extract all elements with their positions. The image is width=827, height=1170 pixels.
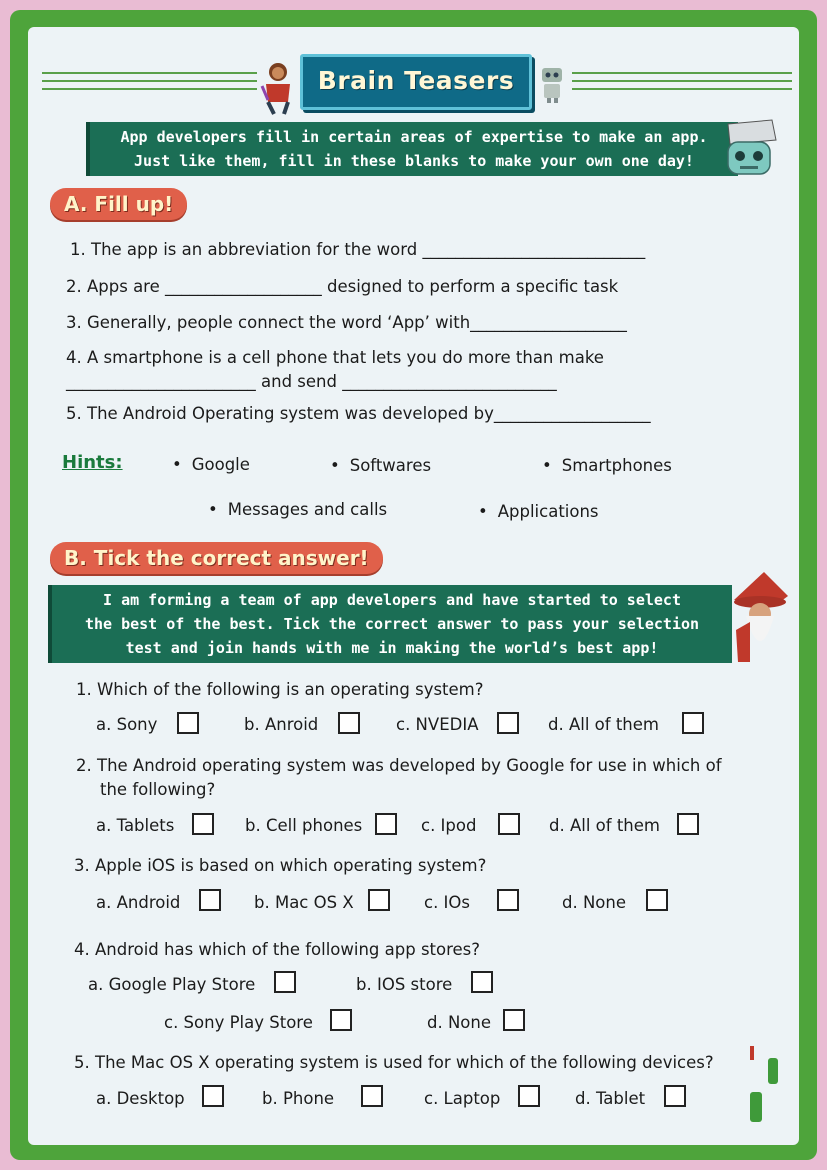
fill-question-5: 5. The Android Operating system was developed by___________________ bbox=[66, 404, 651, 423]
fill-question-4-continued: _______________________ and send __________________________ bbox=[66, 372, 557, 391]
answer-checkbox[interactable] bbox=[274, 971, 296, 993]
robot-head-icon bbox=[720, 118, 780, 180]
wizard-character-icon bbox=[728, 570, 792, 668]
section-b-intro-line-3: test and join hands with me in making the world’s best app! bbox=[125, 639, 659, 657]
green-pillar-decoration-icon bbox=[748, 1044, 784, 1124]
answer-checkbox[interactable] bbox=[192, 813, 214, 835]
section-b-intro-line-2: the best of the best. Tick the correct answer to pass your selection bbox=[84, 615, 700, 633]
intro-banner bbox=[86, 122, 738, 176]
mcq-option-label: d. All of them bbox=[549, 816, 660, 835]
answer-checkbox[interactable] bbox=[677, 813, 699, 835]
hint-item: • Softwares bbox=[330, 456, 431, 475]
mcq-option-label: d. Tablet bbox=[575, 1089, 646, 1108]
mcq-option-label: c. Ipod bbox=[421, 816, 477, 835]
mcq-option-label: c. NVEDIA bbox=[396, 715, 479, 734]
robot-character-icon bbox=[536, 64, 568, 104]
answer-checkbox[interactable] bbox=[330, 1009, 352, 1031]
answer-checkbox[interactable] bbox=[375, 813, 397, 835]
mcq-option-label: c. Sony Play Store bbox=[164, 1013, 313, 1032]
mcq-option-label: d. All of them bbox=[548, 715, 659, 734]
fill-question-3: 3. Generally, people connect the word ‘App’ with___________________ bbox=[66, 313, 627, 332]
mcq-option-label: a. Tablets bbox=[96, 816, 175, 835]
answer-checkbox[interactable] bbox=[202, 1085, 224, 1107]
answer-checkbox[interactable] bbox=[361, 1085, 383, 1107]
mcq-question-2: 2. The Android operating system was developed by Google for use in which of bbox=[76, 756, 722, 775]
header-stripes-left bbox=[42, 72, 257, 90]
answer-checkbox[interactable] bbox=[497, 712, 519, 734]
intro-line-2: Just like them, fill in these blanks to make your own one day! bbox=[134, 152, 694, 170]
fill-question-4: 4. A smartphone is a cell phone that lets you do more than make bbox=[66, 348, 604, 367]
intro-line-1: App developers fill in certain areas of expertise to make an app. bbox=[120, 128, 708, 146]
mcq-question-2-continued: the following? bbox=[100, 780, 216, 799]
mcq-option-label: a. Android bbox=[96, 893, 181, 912]
mcq-option-label: c. IOs bbox=[424, 893, 471, 912]
hint-item: • Smartphones bbox=[542, 456, 672, 475]
section-a-heading: A. Fill up! bbox=[50, 188, 187, 220]
answer-checkbox[interactable] bbox=[338, 712, 360, 734]
hint-item: • Applications bbox=[478, 502, 599, 521]
mcq-option-label: b. Mac OS X bbox=[254, 893, 354, 912]
section-b-intro-banner bbox=[48, 585, 732, 663]
mcq-option-label: b. Cell phones bbox=[245, 816, 363, 835]
superhero-girl-icon bbox=[258, 58, 298, 116]
mcq-option-label: b. Phone bbox=[262, 1089, 335, 1108]
section-b-intro-line-1: I am forming a team of app developers and have started to select bbox=[103, 591, 681, 609]
mcq-option-label: a. Desktop bbox=[96, 1089, 185, 1108]
hint-item: • Google bbox=[172, 455, 250, 474]
answer-checkbox[interactable] bbox=[682, 712, 704, 734]
mcq-question-5: 5. The Mac OS X operating system is used for which of the following devices? bbox=[74, 1053, 714, 1072]
answer-checkbox[interactable] bbox=[368, 889, 390, 911]
answer-checkbox[interactable] bbox=[503, 1009, 525, 1031]
answer-checkbox[interactable] bbox=[498, 813, 520, 835]
answer-checkbox[interactable] bbox=[199, 889, 221, 911]
page-title: Brain Teasers bbox=[317, 66, 515, 95]
mcq-option-label: a. Sony bbox=[96, 715, 158, 734]
mcq-question-3: 3. Apple iOS is based on which operating system? bbox=[74, 856, 487, 875]
mcq-option-label: c. Laptop bbox=[424, 1089, 501, 1108]
answer-checkbox[interactable] bbox=[471, 971, 493, 993]
mcq-option-label: d. None bbox=[427, 1013, 492, 1032]
answer-checkbox[interactable] bbox=[646, 889, 668, 911]
page-title-box bbox=[300, 54, 532, 110]
header-stripes-right bbox=[572, 72, 792, 90]
mcq-question-1: 1. Which of the following is an operating system? bbox=[76, 680, 484, 699]
answer-checkbox[interactable] bbox=[518, 1085, 540, 1107]
answer-checkbox[interactable] bbox=[177, 712, 199, 734]
mcq-question-4: 4. Android has which of the following app stores? bbox=[74, 940, 481, 959]
hints-label: Hints: bbox=[62, 452, 123, 473]
fill-question-2: 2. Apps are ___________________ designed to perform a specific task bbox=[66, 277, 619, 296]
section-b-heading: B. Tick the correct answer! bbox=[50, 542, 383, 574]
mcq-option-label: b. Anroid bbox=[244, 715, 319, 734]
answer-checkbox[interactable] bbox=[664, 1085, 686, 1107]
hint-item: • Messages and calls bbox=[208, 500, 387, 519]
answer-checkbox[interactable] bbox=[497, 889, 519, 911]
mcq-option-label: a. Google Play Store bbox=[88, 975, 256, 994]
fill-question-1: 1. The app is an abbreviation for the word ___________________________ bbox=[70, 240, 646, 259]
mcq-option-label: d. None bbox=[562, 893, 627, 912]
mcq-option-label: b. IOS store bbox=[356, 975, 453, 994]
